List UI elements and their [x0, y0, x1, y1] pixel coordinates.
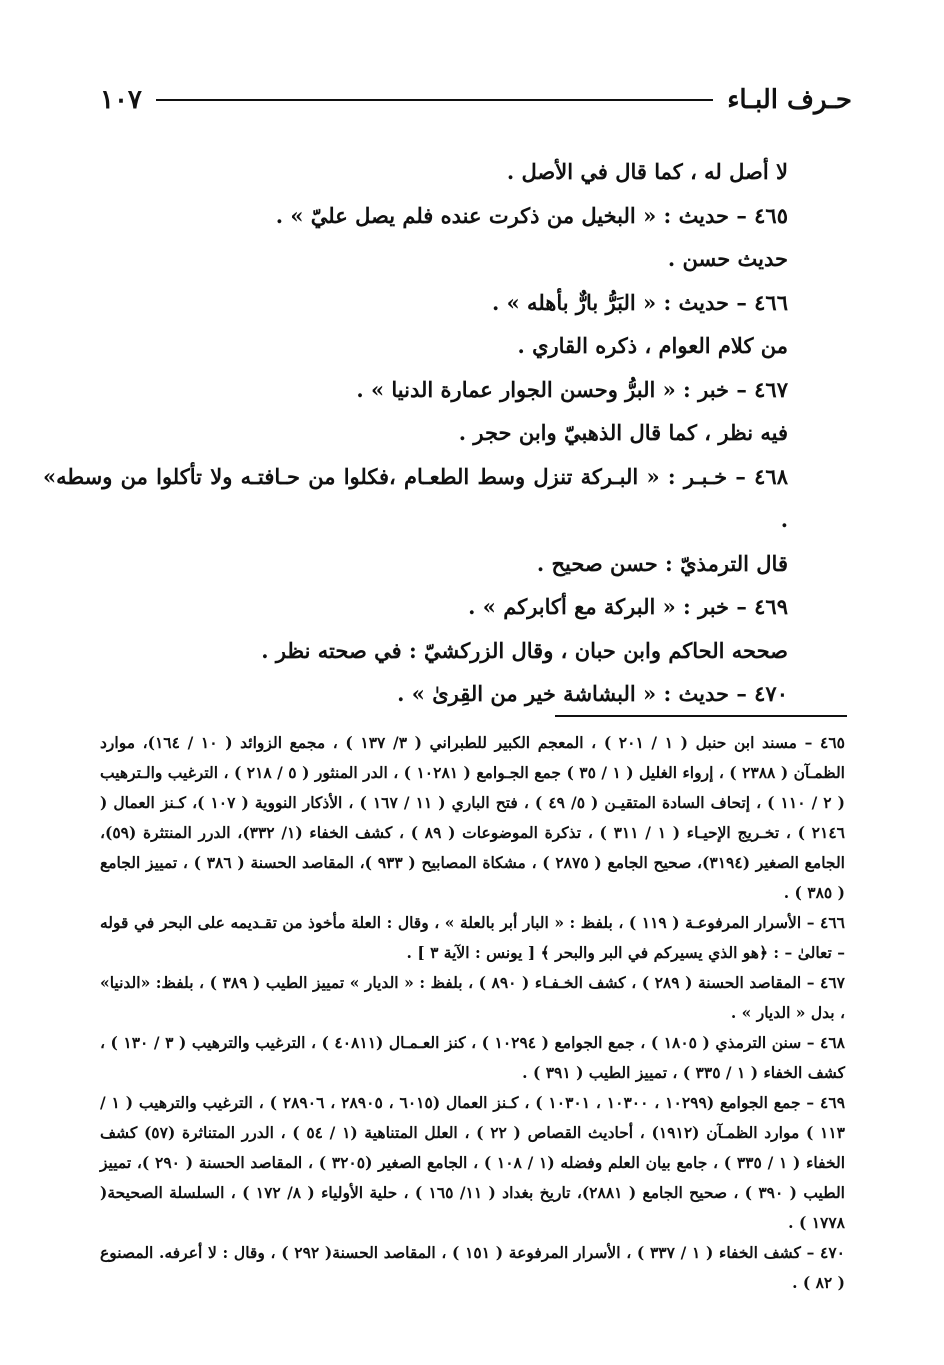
entry-line: ٤٦٨ – خـبـر : « البـركة تنزل وسط الطعـام ،فكلوا من حـافتـه ولا تأكلوا من وسطه» . — [43, 463, 788, 532]
chapter-title: حـرف البـاء — [727, 85, 852, 115]
page-header — [100, 80, 852, 120]
footnote: ٤٦٦ – الأسرار المرفوعـة ( ١١٩ ) ، بلفظ : « البار أبر بالعلة » ، وقال : العلة مأخوذ من تقـديمه على البحر في قوله – تعالىٰ – : ﴿هو الذي يسيركم في البر والبحر ﴾ [ يونس : الآية ٣ ] . — [100, 913, 845, 962]
main-text — [43, 150, 788, 716]
footnote: ٤٦٩ – جمع الجوامع (١٠٢٩٩ ، ١٠٣٠٠ ، ١٠٣٠١ ) ، كـنز العمال (٦٠١٥ ، ٢٨٩٠٥ ، ٢٨٩٠٦ ) ، الترغيب والترهيب ( ١ / ١١٣ ) موارد الظمـآن (١٩١٢) ، أحاديث القصاص ( ٢٢ ) ، العلل المتناهية (١ / ٥٤ ) ، الدرر المتناثرة (٥٧) كشف الخفاء ( ١ / ٣٣٥ ) ، جامع بيان العلم وفضله (١ / ١٠٨ ) ، الجامع الصغير (٣٢٠٥ ) ، المقاصد الحسنة ( ٢٩٠ )، تمييز الطيب ( ٣٩٠ ) ، صحيح الجامع ( ٢٨٨١)، تاريخ بغداد ( ١١/ ١٦٥ ) ، حلية الأولياء ( ٨/ ١٧٢ ) ، السلسلة الصحيحة( ١٧٧٨ ) . — [100, 1093, 846, 1232]
footnote: ٤٦٨ – سنن الترمذي ( ١٨٠٥ ) ، جمع الجوامع ( ١٠٢٩٤ ) ، كنز العـمـال (٤٠٨١١ ) ، الترغيب والترهيب ( ٣ / ١٣٠ ) ، كشف الخفاء ( ١ / ٣٣٥ ) ، تمييز الطيب ( ٣٩١ ) . — [100, 1033, 846, 1082]
footnote: ٤٧٠ – كشف الخفاء ( ١ / ٣٣٧ ) ، الأسرار المرفوعة ( ١٥١ ) ، المقاصد الحسنة( ٢٩٢ ) ، وقال : لا أعرفه. المصنوع ( ٨٢ ) . — [100, 1243, 846, 1292]
entry-wrap — [43, 455, 788, 542]
entry-line: ٤٦٩ – خبر : « البركة مع أكابركم » . — [468, 594, 788, 619]
footnote: ٤٦٧ – المقاصد الحسنة ( ٢٨٩ ) ، كشف الخـفـاء ( ٨٩٠ ) ، بلفظ : « الديار » تمييز الطيب ( ٣٨٩ ) ، بلفظ: «الدنيا» ، بدل « الديار » . — [100, 973, 845, 1022]
entry-line: من كلام العوام ، ذكره القاري . — [517, 333, 788, 358]
entry-line: قال الترمذيّ : حسن صحيح . — [536, 550, 788, 576]
footnote-separator — [555, 715, 847, 717]
entry-line: ٤٧٠ – حديث : « البشاشة خير من القِرىٰ » . — [397, 681, 788, 706]
footnotes — [100, 728, 845, 1298]
page-number: ١٠٧ — [100, 85, 142, 115]
entry-line: ٤٦٥ – حديث : « البخيل من ذكرت عنده فلم يصل عليّ » . — [275, 202, 788, 228]
entry-line: ٤٦٦ – حديث : « البَرُّ بارٌّ بأهله » . — [492, 289, 788, 315]
entry-line: ٤٦٧ – خبر : « البرُّ وحسن الجوار عمارة الدنيا » . — [356, 376, 788, 402]
header-rule — [156, 99, 713, 101]
entry-line: صححه الحاكم وابن حبان ، وقال الزركشيّ : في صحته نظر . — [261, 637, 788, 663]
footnote: ٤٦٥ – مسند ابن حنبل ( ١ / ٢٠١ ) ، المعجم الكبير للطبراني ( ٣/ ١٣٧ ) ، مجمع الزوائد ( ١٠ / ١٦٤)، موارد الظمـآن ( ٢٣٨٨ ) ، إرواء الغليل ( ١ / ٣٥ ) جمع الجـوامع ( ١٠٢٨١ ) ، الدر المنثور ( ٥ / ٢١٨ ) ، الترغيب والـترهيب ( ٢ / ١١٠ ) ، إتحاف السادة المتقيـن ( ٥/ ٤٩ ) ، فتح الباري ( ١١ / ١٦٧ ) ، الأذكار النووية ( ١٠٧ )، كـنز العمال ( ٢١٤٦ ) ، تخـريج الإحيـاء ( ١ / ٣١١ ) ، تذكرة الموضوعات ( ٨٩ ) ، كشف الخفاء (١/ ٣٣٢)، الدرر المنتثرة (٥٩)، الجامع الصغير (٣١٩٤)، صحيح الجامع ( ٢٨٧٥ ) ، مشكاة المصابيح ( ٩٣٣ )، المقاصد الحسنة ( ٣٨٦ ) ، تمييز الجامع ( ٣٨٥ ) . — [100, 733, 845, 902]
entry-line: فيه نظر ، كما قال الذهبيّ وابن حجر . — [458, 420, 788, 445]
entry-line: لا أصل له ، كما قال في الأصل . — [506, 159, 788, 184]
entry-line: حديث حسن . — [667, 246, 788, 271]
